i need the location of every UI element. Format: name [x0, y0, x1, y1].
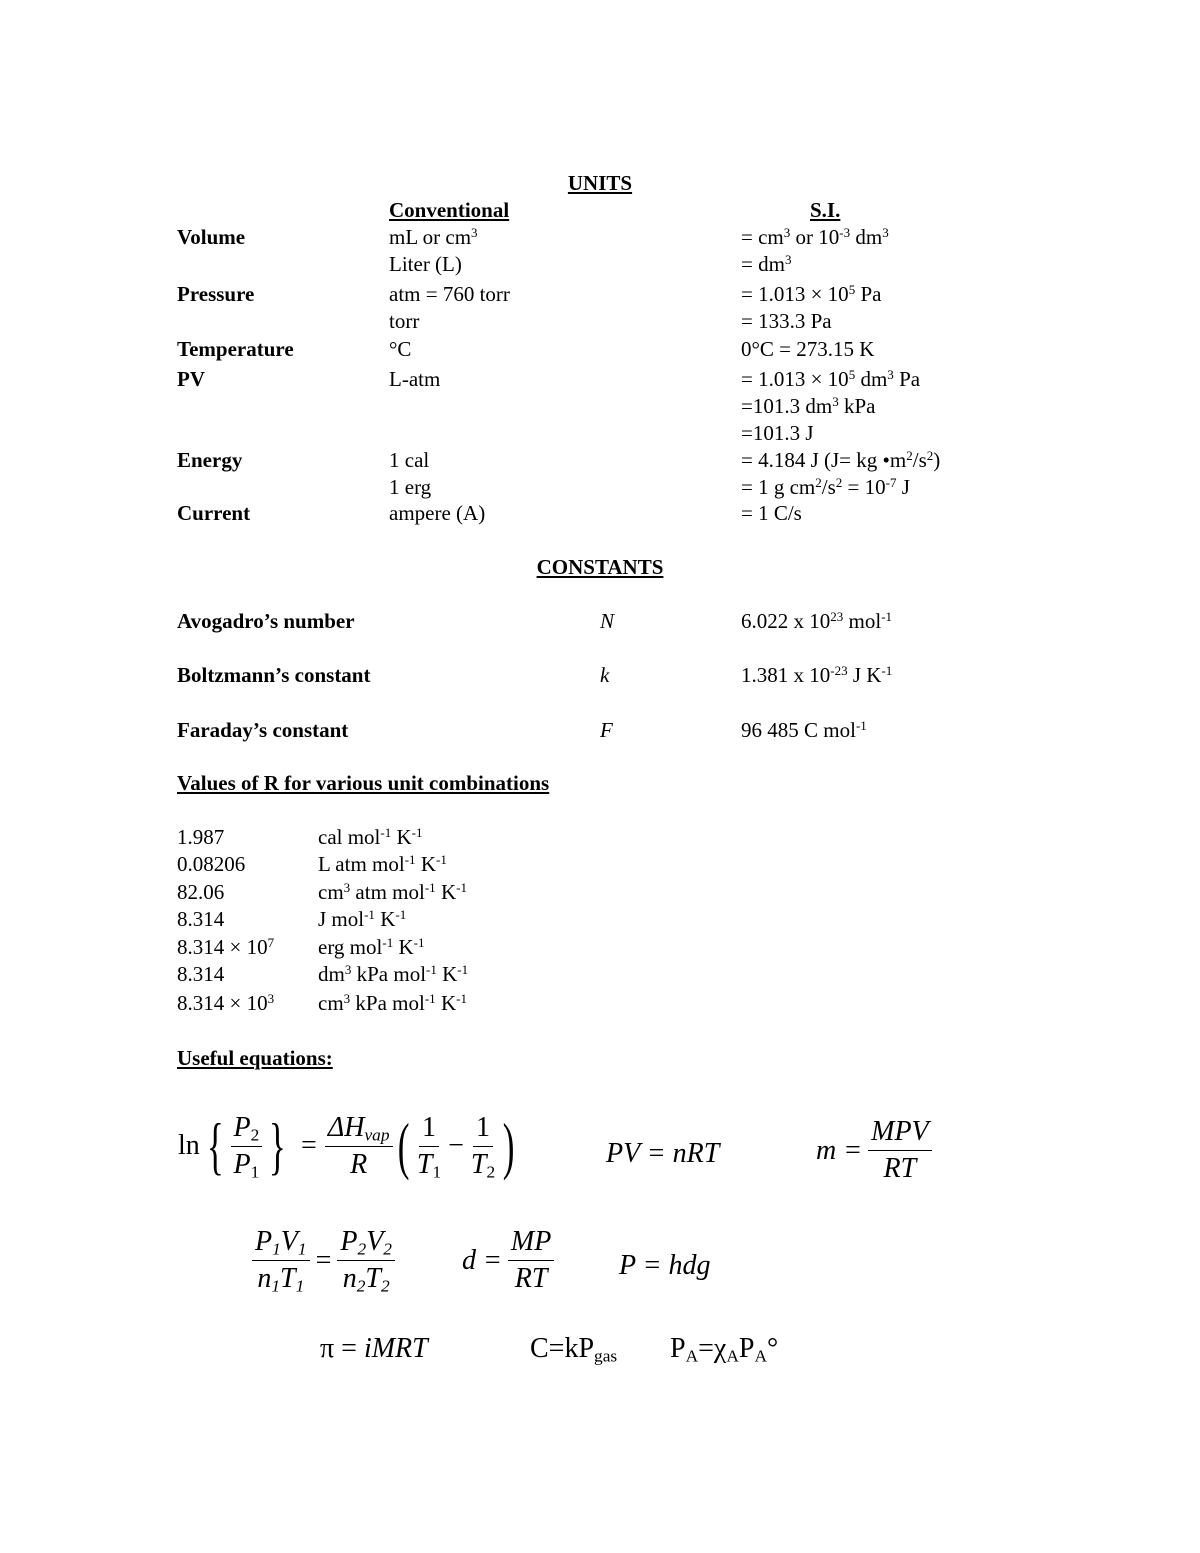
mass-fraction — [868, 1118, 932, 1183]
r-unit: $cm^3$ kPa mol$^{-1}$ $K^{-1}$ — [318, 990, 467, 1015]
r-unit: erg mol$^{-1}$ $K^{-1}$ — [318, 934, 425, 959]
left-brace: { — [206, 1110, 224, 1182]
mass-equation — [816, 1118, 932, 1183]
t1: T — [416, 1148, 433, 1180]
si-unit: = $cm^3$ or $10^{-3}$ $dm^3$ — [741, 224, 889, 249]
equals-sign: = — [301, 1130, 317, 1161]
combined-left-den: $n_1T_1$ — [257, 1263, 305, 1296]
constant-symbol: k — [600, 663, 610, 687]
r-value: 0.08206 — [177, 852, 246, 876]
henry-law-equation: $C=kP_{gas}$ — [530, 1333, 618, 1366]
r-value: 8.314 — [177, 962, 225, 986]
r-value: 1.987 — [177, 825, 225, 849]
si-unit: =101.3 $dm^3$ kPa — [741, 393, 876, 418]
constant-name: Boltzmann’s constant — [177, 663, 371, 687]
combined-equals: = — [315, 1244, 332, 1276]
hydrostatic-pressure-equation: P = hdg — [619, 1250, 711, 1281]
one-a: 1 — [419, 1114, 439, 1147]
conventional-unit: ampere (A) — [389, 501, 486, 525]
enthalpy-over-r — [325, 1111, 393, 1180]
r-unit: J mol$^{-1}$ $K^{-1}$ — [318, 906, 407, 931]
mass-denominator: RT — [883, 1153, 917, 1184]
conventional-unit: °C — [389, 337, 412, 361]
combined-right-num: $P_2V_2$ — [337, 1228, 395, 1261]
r-unit: $cm^3$ atm mol$^{-1}$ $K^{-1}$ — [318, 879, 467, 904]
combined-gas-law — [252, 1226, 395, 1296]
si-unit: = $1.013 \times 10^5$ Pa — [741, 281, 882, 306]
t1-sub: 1 — [432, 1161, 442, 1181]
conventional-unit: torr — [389, 309, 420, 333]
ln-label: ln — [178, 1130, 200, 1161]
r-unit: L atm mol$^{-1}$ $K^{-1}$ — [318, 851, 447, 876]
delta-h-sub: vap — [364, 1124, 390, 1144]
pressure-ratio — [231, 1111, 263, 1181]
si-unit: = 4.184 J (J= kg $•m^2/s^2$) — [741, 447, 941, 472]
si-unit: = 133.3 Pa — [741, 309, 832, 333]
units-title: UNITS — [567, 171, 633, 195]
left-paren: ( — [397, 1110, 410, 1182]
density-denominator: RT — [514, 1263, 548, 1294]
mass-numerator: MPV — [868, 1118, 932, 1151]
unit-label: Current — [177, 501, 251, 525]
r-unit: cal mol$^{-1}$ $K^{-1}$ — [318, 824, 423, 849]
si-unit: = $dm^3$ — [741, 251, 792, 276]
t2: T — [470, 1148, 487, 1180]
clausius-clapeyron-equation — [178, 1100, 520, 1192]
density-lhs: d = — [462, 1244, 502, 1276]
density-fraction — [508, 1228, 554, 1293]
si-unit: = $1.013 \times 10^5$ $dm^3$ Pa — [741, 366, 921, 391]
conventional-unit: 1 cal — [389, 448, 430, 472]
constant-value: 1.381 x $10^{-23}$ J $K^{-1}$ — [741, 662, 893, 687]
mass-lhs: m = — [816, 1134, 863, 1166]
constant-name: Faraday’s constant — [177, 718, 349, 742]
r-symbol: R — [350, 1148, 368, 1180]
r-values-title: Values of R for various unit combinations — [177, 771, 550, 795]
unit-label: Pressure — [177, 282, 255, 306]
unit-label: Energy — [177, 448, 243, 472]
r-value: $8.314 \times 10^3$ — [177, 990, 275, 1015]
si-unit: =101.3 J — [741, 421, 814, 445]
p2: P — [233, 1111, 251, 1143]
t2-sub: 2 — [486, 1161, 496, 1181]
raoult-law-equation: $P_A=\chi_AP_A^\circ$ — [670, 1333, 779, 1366]
minus-sign: − — [448, 1130, 464, 1161]
right-paren: ) — [502, 1110, 515, 1182]
one-b: 1 — [473, 1114, 493, 1147]
si-unit: = 1 C/s — [741, 501, 802, 525]
conventional-unit: Liter (L) — [389, 252, 462, 276]
constant-value: 6.022 x $10^{23}$ mol$^{-1}$ — [741, 608, 893, 633]
r-value: $8.314 \times 10^7$ — [177, 934, 275, 959]
combined-left — [252, 1226, 310, 1296]
right-brace: } — [269, 1110, 287, 1182]
si-header: S.I. — [810, 198, 841, 222]
r-value: 8.314 — [177, 907, 225, 931]
density-equation — [462, 1228, 554, 1293]
r-unit: $dm^3$ kPa mol$^{-1}$ $K^{-1}$ — [318, 961, 469, 986]
r-value: 82.06 — [177, 880, 225, 904]
conventional-header: Conventional — [389, 198, 510, 222]
si-unit: 0°C = 273.15 K — [741, 337, 875, 361]
delta-h: ΔH — [327, 1111, 365, 1143]
p1: P — [233, 1148, 251, 1180]
osmotic-pressure-equation: π = iMRT — [320, 1333, 428, 1364]
constant-name: Avogadro’s number — [177, 609, 355, 633]
constant-symbol: F — [600, 718, 613, 742]
conventional-unit: atm = 760 torr — [389, 282, 510, 306]
p1-sub: 1 — [250, 1161, 260, 1181]
conventional-unit: 1 erg — [389, 475, 432, 499]
conventional-unit: mL or $cm^3$ — [389, 224, 478, 249]
inverse-t1 — [414, 1111, 444, 1181]
si-unit: = 1 g $cm^2/s^2 = 10^{-7}$ J — [741, 474, 910, 499]
combined-right-den: $n_2T_2$ — [342, 1263, 390, 1296]
combined-left-num: $P_1V_1$ — [252, 1228, 310, 1261]
constants-title: CONSTANTS — [536, 555, 664, 579]
combined-right — [337, 1226, 395, 1296]
unit-label: Temperature — [177, 337, 294, 361]
equations-title: Useful equations: — [177, 1046, 333, 1070]
conventional-unit: L-atm — [389, 367, 441, 391]
constant-symbol: N — [600, 609, 615, 633]
unit-label: Volume — [177, 225, 246, 249]
density-numerator: MP — [508, 1228, 554, 1261]
constant-value: 96 485 C mol$^{-1}$ — [741, 717, 867, 742]
ideal-gas-equation: PV = nRT — [606, 1138, 720, 1169]
unit-label: PV — [177, 367, 205, 391]
p2-sub: 2 — [250, 1124, 260, 1144]
inverse-t2 — [468, 1111, 498, 1181]
